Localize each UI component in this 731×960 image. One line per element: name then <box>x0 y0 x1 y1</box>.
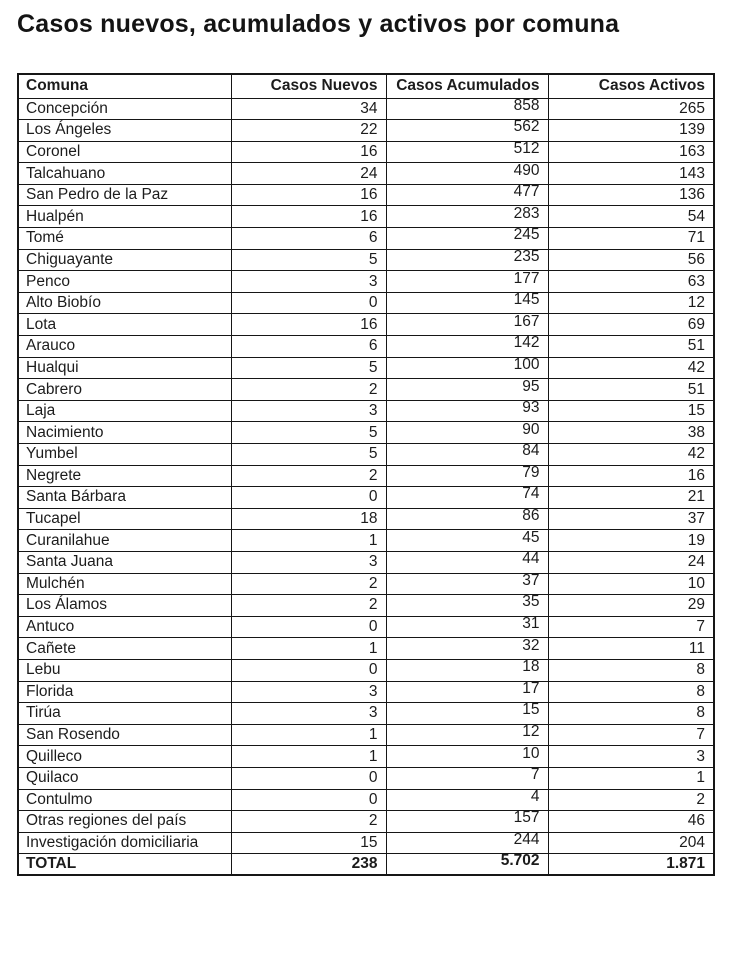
table-row <box>18 465 714 487</box>
casos-acumulados-cell <box>386 422 548 444</box>
casos-activos-cell: 8 <box>548 681 714 703</box>
comuna-cell: Quilaco <box>18 767 231 789</box>
casos-acumulados-value: 490 <box>513 162 540 179</box>
comuna-cell: Lota <box>18 314 231 336</box>
casos-activos-cell: 7 <box>548 616 714 638</box>
casos-acumulados-cell <box>386 228 548 250</box>
casos-acumulados-value: 18 <box>522 659 540 676</box>
casos-acumulados-cell <box>386 681 548 703</box>
casos-nuevos-cell: 5 <box>231 422 386 444</box>
casos-activos-cell: 136 <box>548 184 714 206</box>
comuna-cell: Chiguayante <box>18 249 231 271</box>
casos-activos-cell: 8 <box>548 659 714 681</box>
comuna-cell: Coronel <box>18 141 231 163</box>
casos-activos-cell: 29 <box>548 595 714 617</box>
casos-nuevos-cell: 1 <box>231 724 386 746</box>
comuna-cell: Tucapel <box>18 508 231 530</box>
total-row <box>18 854 714 876</box>
casos-activos-cell: 54 <box>548 206 714 228</box>
header-casos-nuevos: Casos Nuevos <box>231 74 386 98</box>
comuna-cell: Penco <box>18 271 231 293</box>
table-row <box>18 659 714 681</box>
casos-acumulados-value: 512 <box>513 141 540 157</box>
casos-acumulados-cell <box>386 292 548 314</box>
casos-acumulados-value: 93 <box>522 400 540 417</box>
casos-acumulados-cell <box>386 487 548 509</box>
page-title: Casos nuevos, acumulados y activos por comuna <box>17 10 620 38</box>
casos-acumulados-cell <box>386 530 548 552</box>
casos-nuevos-cell: 15 <box>231 832 386 854</box>
casos-nuevos-cell: 1 <box>231 638 386 660</box>
comuna-cell: Nacimiento <box>18 422 231 444</box>
casos-acumulados-value: 858 <box>513 98 540 114</box>
casos-acumulados-cell <box>386 789 548 811</box>
casos-activos-cell: 1.871 <box>548 854 714 876</box>
casos-acumulados-cell <box>386 465 548 487</box>
casos-nuevos-cell: 5 <box>231 249 386 271</box>
casos-activos-cell: 163 <box>548 141 714 163</box>
table-row <box>18 530 714 552</box>
casos-nuevos-cell: 0 <box>231 487 386 509</box>
table-row <box>18 703 714 725</box>
comuna-cell: TOTAL <box>18 854 231 876</box>
casos-nuevos-cell: 1 <box>231 746 386 768</box>
table-row <box>18 422 714 444</box>
casos-acumulados-value: 477 <box>513 184 540 201</box>
casos-acumulados-value: 5.702 <box>500 853 540 870</box>
comuna-cell: Antuco <box>18 616 231 638</box>
table-row <box>18 444 714 466</box>
casos-nuevos-cell: 16 <box>231 141 386 163</box>
casos-acumulados-value: 95 <box>522 378 540 395</box>
casos-nuevos-cell: 5 <box>231 444 386 466</box>
casos-nuevos-cell: 1 <box>231 530 386 552</box>
casos-activos-cell: 7 <box>548 724 714 746</box>
casos-nuevos-cell: 238 <box>231 854 386 876</box>
casos-acumulados-cell <box>386 595 548 617</box>
casos-activos-cell: 8 <box>548 703 714 725</box>
comuna-cell: Alto Biobío <box>18 292 231 314</box>
casos-acumulados-cell <box>386 551 548 573</box>
casos-acumulados-value: 235 <box>513 249 540 265</box>
casos-acumulados-cell <box>386 508 548 530</box>
casos-activos-cell: 143 <box>548 163 714 185</box>
casos-acumulados-value: 245 <box>513 227 540 244</box>
casos-activos-cell: 1 <box>548 767 714 789</box>
casos-nuevos-cell: 16 <box>231 184 386 206</box>
casos-acumulados-value: 32 <box>522 637 540 654</box>
casos-activos-cell: 10 <box>548 573 714 595</box>
casos-acumulados-cell <box>386 163 548 185</box>
casos-nuevos-cell: 6 <box>231 228 386 250</box>
casos-activos-cell: 11 <box>548 638 714 660</box>
comuna-cell: Tomé <box>18 228 231 250</box>
casos-activos-cell: 139 <box>548 120 714 142</box>
comuna-cell: Concepción <box>18 98 231 120</box>
comuna-cell: Hualpén <box>18 206 231 228</box>
casos-acumulados-cell <box>386 314 548 336</box>
casos-acumulados-cell <box>386 724 548 746</box>
table-row <box>18 508 714 530</box>
casos-activos-cell: 3 <box>548 746 714 768</box>
table-row <box>18 120 714 142</box>
casos-nuevos-cell: 2 <box>231 379 386 401</box>
header-comuna: Comuna <box>18 74 231 98</box>
comuna-cell: Mulchén <box>18 573 231 595</box>
casos-activos-cell: 69 <box>548 314 714 336</box>
casos-activos-cell: 38 <box>548 422 714 444</box>
comuna-cell: Cañete <box>18 638 231 660</box>
casos-nuevos-cell: 3 <box>231 681 386 703</box>
casos-acumulados-cell <box>386 336 548 358</box>
casos-activos-cell: 46 <box>548 811 714 833</box>
casos-activos-cell: 37 <box>548 508 714 530</box>
comuna-cell: Cabrero <box>18 379 231 401</box>
comuna-cell: Lebu <box>18 659 231 681</box>
casos-acumulados-cell <box>386 120 548 142</box>
table-row <box>18 681 714 703</box>
casos-acumulados-value: 31 <box>522 616 540 633</box>
casos-activos-cell: 15 <box>548 400 714 422</box>
casos-nuevos-cell: 2 <box>231 595 386 617</box>
casos-nuevos-cell: 18 <box>231 508 386 530</box>
table-row <box>18 551 714 573</box>
casos-activos-cell: 24 <box>548 551 714 573</box>
casos-acumulados-value: 44 <box>522 551 540 568</box>
casos-acumulados-cell <box>386 379 548 401</box>
casos-acumulados-value: 157 <box>513 810 540 827</box>
table-row <box>18 487 714 509</box>
casos-activos-cell: 42 <box>548 444 714 466</box>
casos-acumulados-cell <box>386 659 548 681</box>
casos-acumulados-value: 12 <box>522 724 540 741</box>
casos-acumulados-value: 35 <box>522 594 540 611</box>
comuna-cell: Laja <box>18 400 231 422</box>
casos-nuevos-cell: 0 <box>231 616 386 638</box>
casos-activos-cell: 51 <box>548 336 714 358</box>
table-row <box>18 379 714 401</box>
casos-nuevos-cell: 0 <box>231 292 386 314</box>
casos-activos-cell: 265 <box>548 98 714 120</box>
casos-acumulados-cell <box>386 746 548 768</box>
casos-activos-cell: 51 <box>548 379 714 401</box>
casos-acumulados-cell <box>386 854 548 876</box>
table-row <box>18 832 714 854</box>
casos-acumulados-value: 17 <box>522 681 540 697</box>
casos-acumulados-cell <box>386 141 548 163</box>
table-row <box>18 724 714 746</box>
comuna-cell: Negrete <box>18 465 231 487</box>
cases-by-comuna-table <box>17 73 715 876</box>
casos-activos-cell: 21 <box>548 487 714 509</box>
casos-acumulados-value: 562 <box>513 119 540 136</box>
table-row <box>18 400 714 422</box>
comuna-cell: Contulmo <box>18 789 231 811</box>
casos-acumulados-cell <box>386 98 548 120</box>
table-row <box>18 249 714 271</box>
comuna-cell: Florida <box>18 681 231 703</box>
casos-activos-cell: 63 <box>548 271 714 293</box>
comuna-cell: Arauco <box>18 336 231 358</box>
comuna-cell: Investigación domiciliaria <box>18 832 231 854</box>
casos-nuevos-cell: 0 <box>231 659 386 681</box>
comuna-cell: San Rosendo <box>18 724 231 746</box>
casos-nuevos-cell: 2 <box>231 573 386 595</box>
casos-acumulados-value: 79 <box>522 465 540 481</box>
casos-acumulados-cell <box>386 249 548 271</box>
casos-nuevos-cell: 34 <box>231 98 386 120</box>
comuna-cell: Quilleco <box>18 746 231 768</box>
casos-acumulados-cell <box>386 811 548 833</box>
casos-nuevos-cell: 6 <box>231 336 386 358</box>
casos-acumulados-cell <box>386 444 548 466</box>
casos-nuevos-cell: 24 <box>231 163 386 185</box>
table-row <box>18 271 714 293</box>
table-row <box>18 163 714 185</box>
casos-activos-cell: 2 <box>548 789 714 811</box>
casos-acumulados-cell <box>386 400 548 422</box>
casos-acumulados-value: 37 <box>522 573 540 589</box>
table-row <box>18 98 714 120</box>
header-casos-activos: Casos Activos <box>548 74 714 98</box>
casos-acumulados-cell <box>386 616 548 638</box>
comuna-cell: Los Ángeles <box>18 120 231 142</box>
table-row <box>18 314 714 336</box>
casos-acumulados-value: 15 <box>522 702 540 719</box>
header-casos-acumulados: Casos Acumulados <box>386 74 548 98</box>
casos-activos-cell: 71 <box>548 228 714 250</box>
table-row <box>18 357 714 379</box>
casos-activos-cell: 204 <box>548 832 714 854</box>
casos-acumulados-value: 84 <box>522 443 540 460</box>
casos-acumulados-value: 283 <box>513 205 540 222</box>
casos-nuevos-cell: 2 <box>231 465 386 487</box>
comuna-cell: Santa Bárbara <box>18 487 231 509</box>
casos-nuevos-cell: 3 <box>231 703 386 725</box>
casos-acumulados-cell <box>386 703 548 725</box>
casos-nuevos-cell: 3 <box>231 551 386 573</box>
casos-activos-cell: 12 <box>548 292 714 314</box>
comuna-cell: San Pedro de la Paz <box>18 184 231 206</box>
casos-acumulados-value: 10 <box>522 745 540 762</box>
comuna-cell: Talcahuano <box>18 163 231 185</box>
casos-activos-cell: 16 <box>548 465 714 487</box>
casos-nuevos-cell: 2 <box>231 811 386 833</box>
casos-activos-cell: 42 <box>548 357 714 379</box>
table-row <box>18 573 714 595</box>
table-row <box>18 184 714 206</box>
table-row <box>18 746 714 768</box>
casos-nuevos-cell: 3 <box>231 271 386 293</box>
comuna-cell: Curanilahue <box>18 530 231 552</box>
casos-nuevos-cell: 22 <box>231 120 386 142</box>
casos-acumulados-value: 7 <box>530 767 540 784</box>
casos-nuevos-cell: 16 <box>231 314 386 336</box>
table-row <box>18 811 714 833</box>
casos-acumulados-cell <box>386 184 548 206</box>
casos-acumulados-value: 177 <box>513 270 540 287</box>
comuna-cell: Hualqui <box>18 357 231 379</box>
casos-nuevos-cell: 5 <box>231 357 386 379</box>
casos-nuevos-cell: 0 <box>231 789 386 811</box>
casos-activos-cell: 19 <box>548 530 714 552</box>
casos-nuevos-cell: 0 <box>231 767 386 789</box>
casos-acumulados-value: 145 <box>513 292 540 309</box>
casos-acumulados-value: 142 <box>513 335 540 352</box>
casos-acumulados-cell <box>386 832 548 854</box>
casos-nuevos-cell: 3 <box>231 400 386 422</box>
casos-acumulados-value: 45 <box>522 529 540 546</box>
casos-acumulados-cell <box>386 271 548 293</box>
table-row <box>18 767 714 789</box>
table-row <box>18 616 714 638</box>
comuna-cell: Otras regiones del país <box>18 811 231 833</box>
casos-acumulados-value: 74 <box>522 486 540 503</box>
table-row <box>18 228 714 250</box>
comuna-cell: Los Álamos <box>18 595 231 617</box>
table-row <box>18 789 714 811</box>
casos-acumulados-value: 100 <box>513 357 540 373</box>
casos-acumulados-value: 90 <box>522 421 540 438</box>
casos-acumulados-cell <box>386 573 548 595</box>
casos-acumulados-value: 86 <box>522 508 540 525</box>
table-row <box>18 141 714 163</box>
casos-acumulados-cell <box>386 767 548 789</box>
casos-acumulados-value: 244 <box>513 832 540 848</box>
table-row <box>18 206 714 228</box>
casos-acumulados-value: 167 <box>513 313 540 330</box>
header-row <box>18 74 714 98</box>
table-row <box>18 595 714 617</box>
comuna-cell: Yumbel <box>18 444 231 466</box>
table-row <box>18 638 714 660</box>
comuna-cell: Tirúa <box>18 703 231 725</box>
casos-acumulados-cell <box>386 206 548 228</box>
casos-acumulados-cell <box>386 357 548 379</box>
comuna-cell: Santa Juana <box>18 551 231 573</box>
casos-nuevos-cell: 16 <box>231 206 386 228</box>
table-row <box>18 292 714 314</box>
casos-acumulados-cell <box>386 638 548 660</box>
casos-activos-cell: 56 <box>548 249 714 271</box>
table-row <box>18 336 714 358</box>
casos-acumulados-value: 4 <box>530 789 540 805</box>
